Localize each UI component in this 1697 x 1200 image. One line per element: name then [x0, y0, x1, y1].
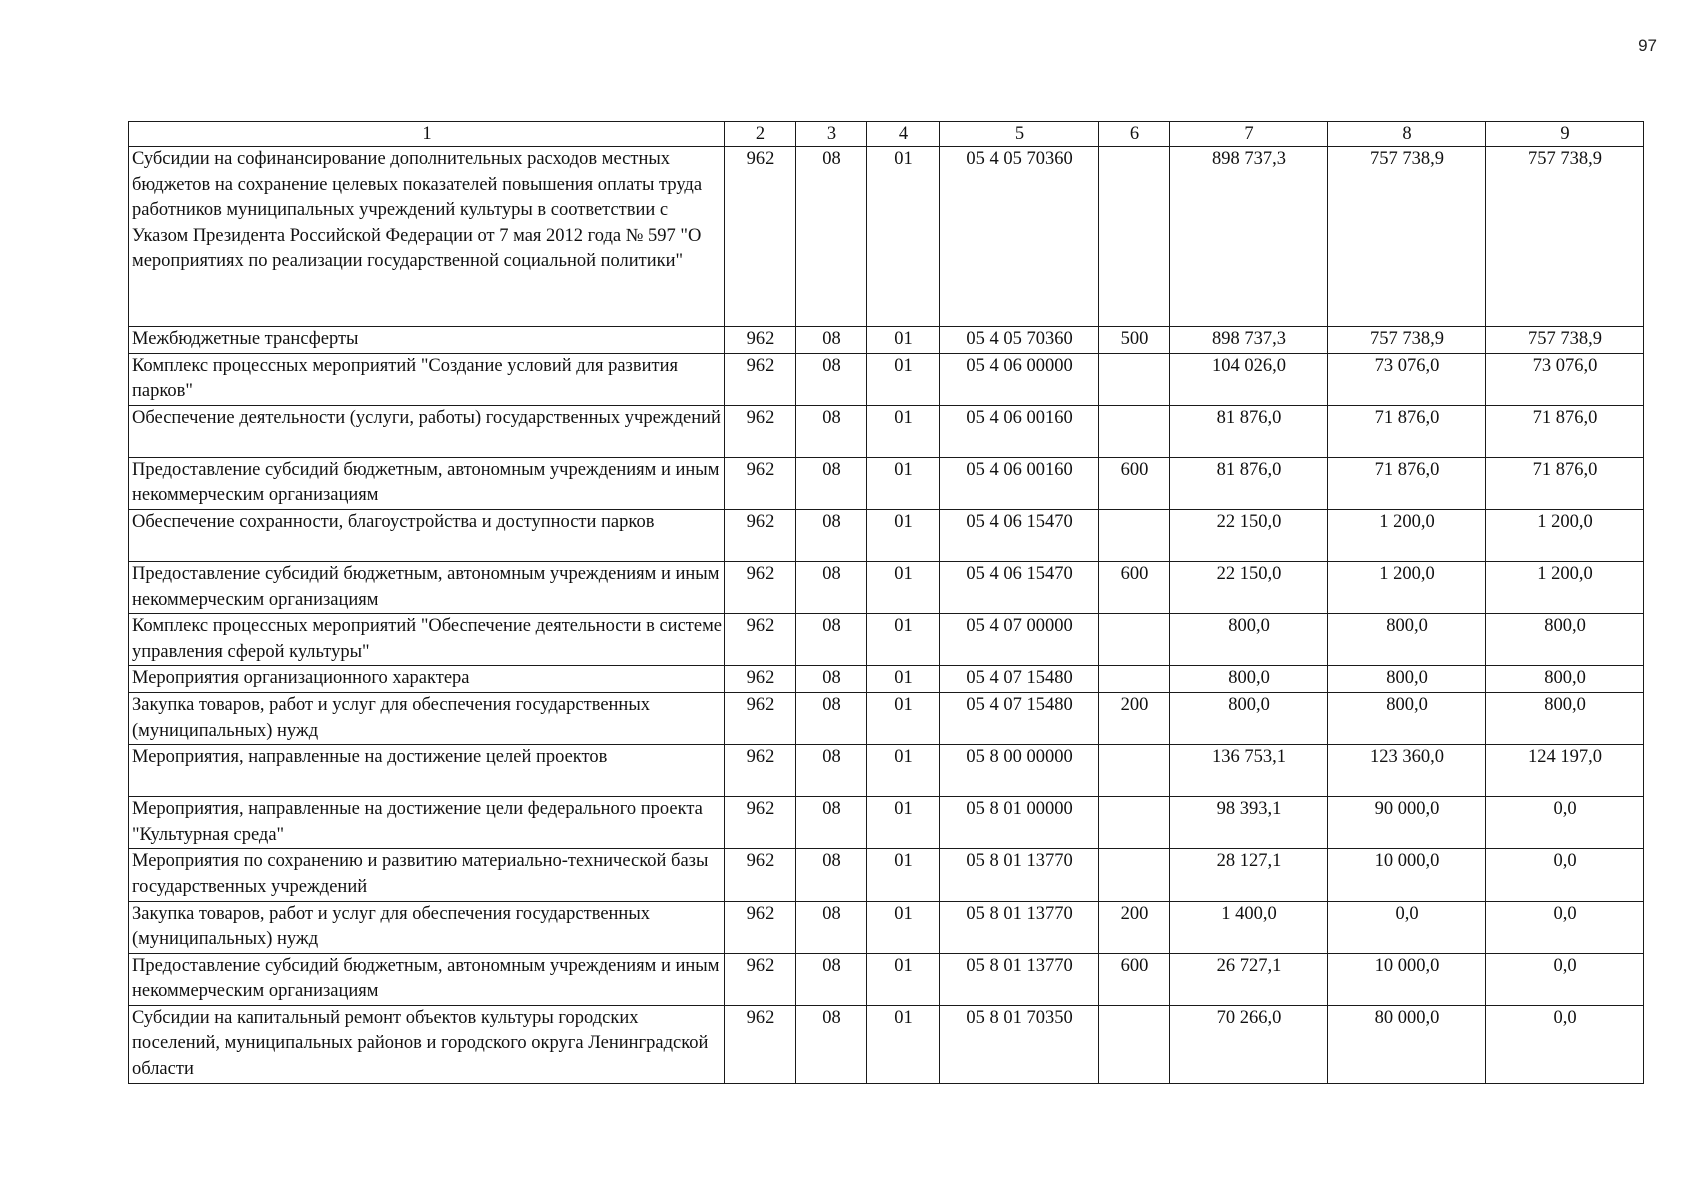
row-name: Мероприятия, направленные на достижение целей проектов — [129, 745, 725, 797]
row-vr — [1099, 405, 1170, 457]
row-vr — [1099, 147, 1170, 327]
row-vr — [1099, 666, 1170, 693]
row-amount-col7: 136 753,1 — [1170, 745, 1328, 797]
row-csr: 05 4 05 70360 — [940, 147, 1099, 327]
row-name: Обеспечение сохранности, благоустройства и доступности парков — [129, 509, 725, 561]
table-row — [129, 327, 1644, 354]
row-rz: 08 — [796, 901, 867, 953]
row-amount-col7: 898 737,3 — [1170, 147, 1328, 327]
table-row — [129, 953, 1644, 1005]
row-csr: 05 8 01 00000 — [940, 797, 1099, 849]
row-pr: 01 — [867, 797, 940, 849]
header-cell: 6 — [1099, 122, 1170, 147]
row-pr: 01 — [867, 561, 940, 613]
row-amount-col9: 71 876,0 — [1486, 405, 1644, 457]
row-rz: 08 — [796, 457, 867, 509]
row-rz: 08 — [796, 353, 867, 405]
row-pr: 01 — [867, 666, 940, 693]
row-name: Комплекс процессных мероприятий "Обеспечение деятельности в системе управления сферой культуры" — [129, 614, 725, 666]
row-amount-col7: 800,0 — [1170, 692, 1328, 744]
row-amount-col7: 800,0 — [1170, 666, 1328, 693]
row-amount-col9: 757 738,9 — [1486, 327, 1644, 354]
row-grbs: 962 — [725, 561, 796, 613]
row-grbs: 962 — [725, 327, 796, 354]
row-csr: 05 4 06 15470 — [940, 509, 1099, 561]
row-pr: 01 — [867, 849, 940, 901]
row-vr — [1099, 849, 1170, 901]
table-row — [129, 1005, 1644, 1083]
row-amount-col7: 70 266,0 — [1170, 1005, 1328, 1083]
table-row — [129, 666, 1644, 693]
header-cell: 7 — [1170, 122, 1328, 147]
row-pr: 01 — [867, 692, 940, 744]
row-amount-col9: 0,0 — [1486, 849, 1644, 901]
table-row — [129, 745, 1644, 797]
row-amount-col7: 81 876,0 — [1170, 405, 1328, 457]
row-rz: 08 — [796, 561, 867, 613]
row-amount-col8: 71 876,0 — [1328, 405, 1486, 457]
header-cell: 8 — [1328, 122, 1486, 147]
row-grbs: 962 — [725, 147, 796, 327]
table-row — [129, 614, 1644, 666]
row-amount-col8: 10 000,0 — [1328, 849, 1486, 901]
row-pr: 01 — [867, 953, 940, 1005]
row-grbs: 962 — [725, 797, 796, 849]
row-vr — [1099, 509, 1170, 561]
row-amount-col8: 123 360,0 — [1328, 745, 1486, 797]
row-amount-col7: 898 737,3 — [1170, 327, 1328, 354]
row-amount-col9: 71 876,0 — [1486, 457, 1644, 509]
row-amount-col7: 98 393,1 — [1170, 797, 1328, 849]
row-name: Комплекс процессных мероприятий "Создание условий для развития парков" — [129, 353, 725, 405]
row-amount-col7: 800,0 — [1170, 614, 1328, 666]
row-csr: 05 4 06 00000 — [940, 353, 1099, 405]
row-rz: 08 — [796, 797, 867, 849]
header-row — [129, 122, 1644, 147]
table-row — [129, 692, 1644, 744]
row-vr — [1099, 353, 1170, 405]
row-amount-col9: 124 197,0 — [1486, 745, 1644, 797]
header-cell: 3 — [796, 122, 867, 147]
row-amount-col8: 800,0 — [1328, 666, 1486, 693]
row-vr: 500 — [1099, 327, 1170, 354]
table-row — [129, 147, 1644, 327]
row-name: Субсидии на капитальный ремонт объектов культуры городских поселений, муниципальных районов и городского округа Ленинградской области — [129, 1005, 725, 1083]
row-name: Предоставление субсидий бюджетным, автономным учреждениям и иным некоммерческим организациям — [129, 457, 725, 509]
row-rz: 08 — [796, 614, 867, 666]
row-csr: 05 4 06 00160 — [940, 405, 1099, 457]
row-amount-col8: 90 000,0 — [1328, 797, 1486, 849]
row-csr: 05 4 06 15470 — [940, 561, 1099, 613]
row-pr: 01 — [867, 509, 940, 561]
table-row — [129, 405, 1644, 457]
header-cell: 1 — [129, 122, 725, 147]
table-row — [129, 797, 1644, 849]
row-rz: 08 — [796, 327, 867, 354]
row-grbs: 962 — [725, 953, 796, 1005]
row-rz: 08 — [796, 692, 867, 744]
budget-table — [128, 121, 1644, 1084]
row-vr — [1099, 797, 1170, 849]
row-amount-col7: 22 150,0 — [1170, 509, 1328, 561]
row-csr: 05 8 01 70350 — [940, 1005, 1099, 1083]
row-pr: 01 — [867, 745, 940, 797]
header-cell: 5 — [940, 122, 1099, 147]
row-grbs: 962 — [725, 666, 796, 693]
row-amount-col8: 10 000,0 — [1328, 953, 1486, 1005]
row-grbs: 962 — [725, 457, 796, 509]
row-amount-col7: 26 727,1 — [1170, 953, 1328, 1005]
row-name: Закупка товаров, работ и услуг для обеспечения государственных (муниципальных) нужд — [129, 692, 725, 744]
row-amount-col8: 0,0 — [1328, 901, 1486, 953]
row-amount-col9: 757 738,9 — [1486, 147, 1644, 327]
row-csr: 05 4 07 00000 — [940, 614, 1099, 666]
row-name: Закупка товаров, работ и услуг для обеспечения государственных (муниципальных) нужд — [129, 901, 725, 953]
row-csr: 05 4 05 70360 — [940, 327, 1099, 354]
row-amount-col8: 71 876,0 — [1328, 457, 1486, 509]
row-amount-col9: 800,0 — [1486, 614, 1644, 666]
row-vr — [1099, 1005, 1170, 1083]
row-amount-col9: 800,0 — [1486, 666, 1644, 693]
row-vr — [1099, 614, 1170, 666]
row-grbs: 962 — [725, 1005, 796, 1083]
table-row — [129, 561, 1644, 613]
row-amount-col7: 28 127,1 — [1170, 849, 1328, 901]
row-rz: 08 — [796, 849, 867, 901]
row-vr: 600 — [1099, 457, 1170, 509]
table-row — [129, 457, 1644, 509]
row-amount-col8: 800,0 — [1328, 692, 1486, 744]
row-grbs: 962 — [725, 405, 796, 457]
row-amount-col8: 757 738,9 — [1328, 327, 1486, 354]
row-name: Обеспечение деятельности (услуги, работы) государственных учреждений — [129, 405, 725, 457]
row-pr: 01 — [867, 405, 940, 457]
row-pr: 01 — [867, 901, 940, 953]
row-grbs: 962 — [725, 849, 796, 901]
row-csr: 05 8 00 00000 — [940, 745, 1099, 797]
row-grbs: 962 — [725, 353, 796, 405]
row-grbs: 962 — [725, 692, 796, 744]
row-pr: 01 — [867, 614, 940, 666]
row-amount-col8: 757 738,9 — [1328, 147, 1486, 327]
row-grbs: 962 — [725, 509, 796, 561]
row-amount-col7: 104 026,0 — [1170, 353, 1328, 405]
row-rz: 08 — [796, 666, 867, 693]
table-row — [129, 509, 1644, 561]
row-vr: 600 — [1099, 561, 1170, 613]
row-amount-col8: 800,0 — [1328, 614, 1486, 666]
row-amount-col9: 0,0 — [1486, 953, 1644, 1005]
row-vr — [1099, 745, 1170, 797]
row-vr: 200 — [1099, 692, 1170, 744]
row-amount-col9: 1 200,0 — [1486, 561, 1644, 613]
row-amount-col9: 0,0 — [1486, 1005, 1644, 1083]
row-amount-col9: 0,0 — [1486, 797, 1644, 849]
row-vr: 600 — [1099, 953, 1170, 1005]
row-rz: 08 — [796, 953, 867, 1005]
row-rz: 08 — [796, 405, 867, 457]
row-amount-col9: 1 200,0 — [1486, 509, 1644, 561]
header-cell: 9 — [1486, 122, 1644, 147]
row-amount-col9: 800,0 — [1486, 692, 1644, 744]
row-csr: 05 4 06 00160 — [940, 457, 1099, 509]
row-name: Субсидии на софинансирование дополнительных расходов местных бюджетов на сохранение целевых показателей повышения оплаты труда работников муниципальных учреждений культуры в соответствии с Указом Президента Российской Федерации от 7 мая 2012 года № 597 "О мероприятиях по реализации государственной социальной политики" — [129, 147, 725, 327]
row-csr: 05 8 01 13770 — [940, 901, 1099, 953]
row-name: Мероприятия, направленные на достижение цели федерального проекта "Культурная среда" — [129, 797, 725, 849]
header-cell: 4 — [867, 122, 940, 147]
row-rz: 08 — [796, 509, 867, 561]
page-number: 97 — [1638, 36, 1657, 55]
row-csr: 05 4 07 15480 — [940, 692, 1099, 744]
row-grbs: 962 — [725, 901, 796, 953]
row-amount-col8: 1 200,0 — [1328, 561, 1486, 613]
row-name: Предоставление субсидий бюджетным, автономным учреждениям и иным некоммерческим организациям — [129, 953, 725, 1005]
row-csr: 05 4 07 15480 — [940, 666, 1099, 693]
row-amount-col7: 22 150,0 — [1170, 561, 1328, 613]
row-name: Мероприятия организационного характера — [129, 666, 725, 693]
row-name: Предоставление субсидий бюджетным, автономным учреждениям и иным некоммерческим организациям — [129, 561, 725, 613]
row-rz: 08 — [796, 1005, 867, 1083]
table-row — [129, 849, 1644, 901]
row-amount-col9: 0,0 — [1486, 901, 1644, 953]
row-grbs: 962 — [725, 745, 796, 797]
row-pr: 01 — [867, 353, 940, 405]
row-grbs: 962 — [725, 614, 796, 666]
row-amount-col8: 1 200,0 — [1328, 509, 1486, 561]
row-pr: 01 — [867, 1005, 940, 1083]
row-csr: 05 8 01 13770 — [940, 849, 1099, 901]
row-vr: 200 — [1099, 901, 1170, 953]
row-pr: 01 — [867, 457, 940, 509]
row-rz: 08 — [796, 147, 867, 327]
header-cell: 2 — [725, 122, 796, 147]
row-amount-col8: 73 076,0 — [1328, 353, 1486, 405]
row-amount-col9: 73 076,0 — [1486, 353, 1644, 405]
row-amount-col7: 81 876,0 — [1170, 457, 1328, 509]
row-pr: 01 — [867, 147, 940, 327]
row-amount-col8: 80 000,0 — [1328, 1005, 1486, 1083]
row-pr: 01 — [867, 327, 940, 354]
table-row — [129, 901, 1644, 953]
row-name: Межбюджетные трансферты — [129, 327, 725, 354]
table-row — [129, 353, 1644, 405]
budget-table-container — [128, 121, 1643, 1084]
row-rz: 08 — [796, 745, 867, 797]
row-amount-col7: 1 400,0 — [1170, 901, 1328, 953]
row-name: Мероприятия по сохранению и развитию материально-технической базы государственных учреждений — [129, 849, 725, 901]
row-csr: 05 8 01 13770 — [940, 953, 1099, 1005]
